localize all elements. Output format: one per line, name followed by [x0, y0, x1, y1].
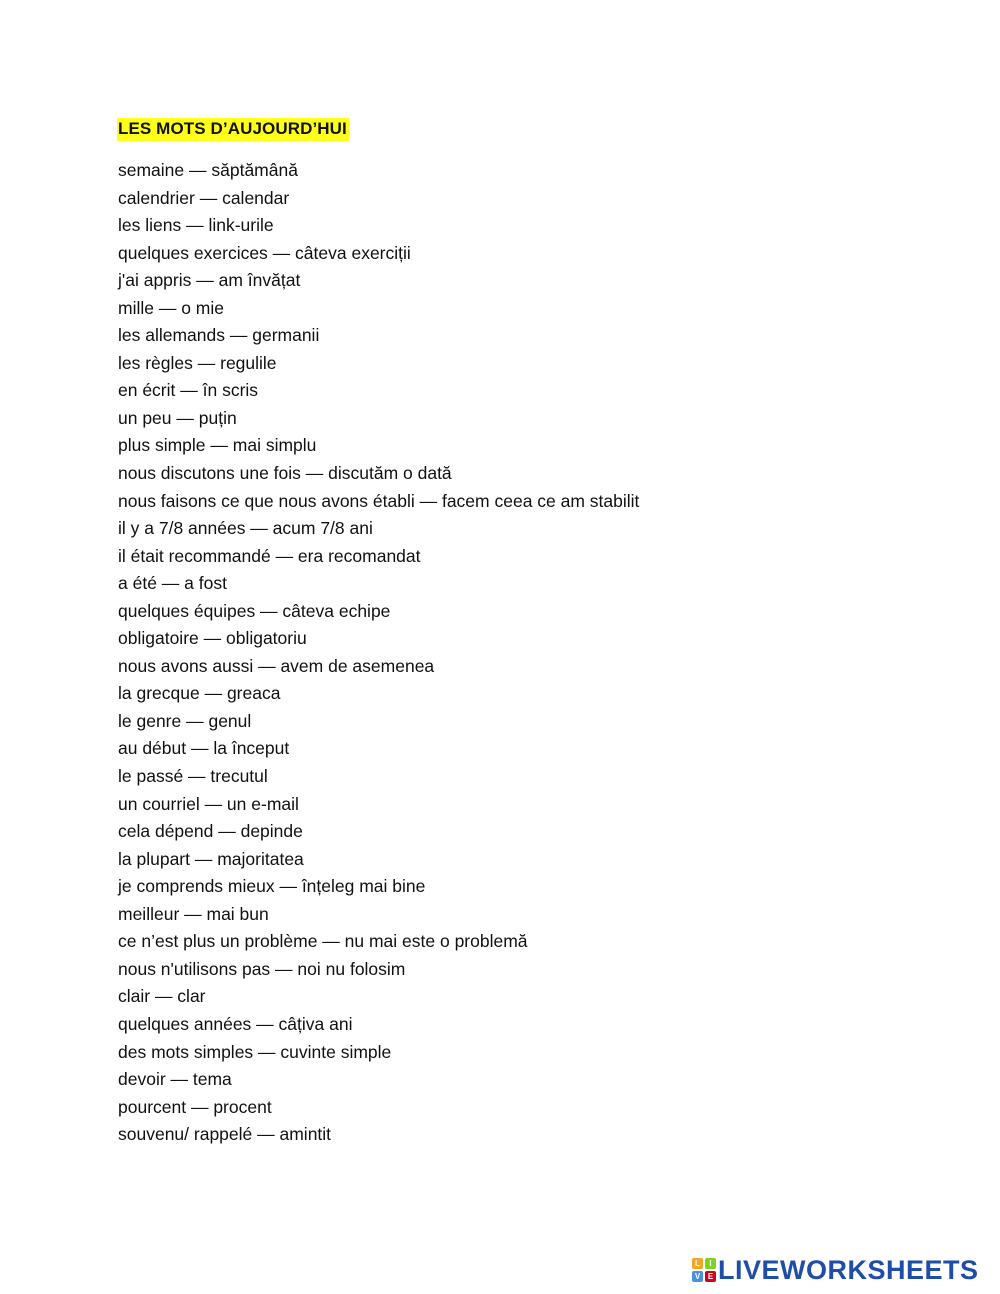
page-title: LES MOTS D’AUJOURD’HUI: [117, 118, 349, 141]
vocabulary-item: meilleur — mai bun: [118, 903, 269, 924]
logo-mark-tile: I: [705, 1258, 716, 1269]
vocabulary-item: plus simple — mai simplu: [118, 435, 317, 456]
vocabulary-item: la plupart — majoritatea: [118, 848, 304, 869]
vocabulary-item: clair — clar: [118, 986, 206, 1007]
vocabulary-item: a été — a fost: [118, 573, 227, 594]
vocabulary-item: ce n’est plus un problème — nu mai este o problemă: [118, 931, 528, 952]
vocabulary-item: calendrier — calendar: [118, 187, 290, 208]
vocabulary-item: mille — o mie: [118, 297, 224, 318]
vocabulary-item: la grecque — greaca: [118, 683, 281, 704]
vocabulary-item: il était recommandé — era recomandat: [118, 545, 421, 566]
vocabulary-item: nous avons aussi — avem de asemenea: [118, 655, 435, 676]
vocabulary-item: cela dépend — depinde: [118, 821, 303, 842]
vocabulary-item: obligatoire — obligatoriu: [118, 628, 307, 649]
vocabulary-item: nous discutons une fois — discutăm o dată: [118, 463, 452, 484]
logo-mark-tile: L: [692, 1258, 703, 1269]
vocabulary-item: les liens — link-urile: [118, 215, 274, 236]
vocabulary-item: le passé — trecutul: [118, 766, 268, 787]
vocabulary-item: je comprends mieux — înțeleg mai bine: [118, 876, 426, 897]
logo-mark-tile: E: [705, 1271, 716, 1282]
vocabulary-item: devoir — tema: [118, 1069, 232, 1090]
liveworksheets-logo: [692, 1255, 979, 1285]
vocabulary-item: un peu — puțin: [118, 407, 237, 428]
liveworksheets-logo-icon: [692, 1258, 716, 1282]
vocabulary-item: il y a 7/8 années — acum 7/8 ani: [118, 518, 373, 539]
vocabulary-list: [118, 157, 639, 1149]
vocabulary-item: quelques années — câțiva ani: [118, 1013, 353, 1034]
vocabulary-item: en écrit — în scris: [118, 380, 259, 401]
vocabulary-item: semaine — săptămână: [118, 160, 298, 180]
vocabulary-item: les règles — regulile: [118, 352, 277, 373]
vocabulary-item: j'ai appris — am învățat: [118, 270, 301, 291]
vocabulary-item: des mots simples — cuvinte simple: [118, 1041, 392, 1062]
liveworksheets-logo-text: LIVEWORKSHEETS: [718, 1255, 979, 1285]
vocabulary-item: les allemands — germanii: [118, 325, 320, 346]
vocabulary-item: le genre — genul: [118, 710, 252, 731]
vocabulary-item: au début — la început: [118, 738, 290, 759]
vocabulary-item: pourcent — procent: [118, 1096, 272, 1117]
vocabulary-item: souvenu/ rappelé — amintit: [118, 1124, 332, 1145]
vocabulary-item: quelques équipes — câteva echipe: [118, 600, 391, 621]
logo-mark-tile: V: [692, 1271, 703, 1282]
vocabulary-item: un courriel — un e-mail: [118, 793, 299, 814]
vocabulary-item: nous n'utilisons pas — noi nu folosim: [118, 958, 406, 979]
vocabulary-item: nous faisons ce que nous avons établi — facem ceea ce am stabilit: [118, 490, 640, 511]
vocabulary-item: quelques exercices — câteva exerciții: [118, 242, 411, 263]
